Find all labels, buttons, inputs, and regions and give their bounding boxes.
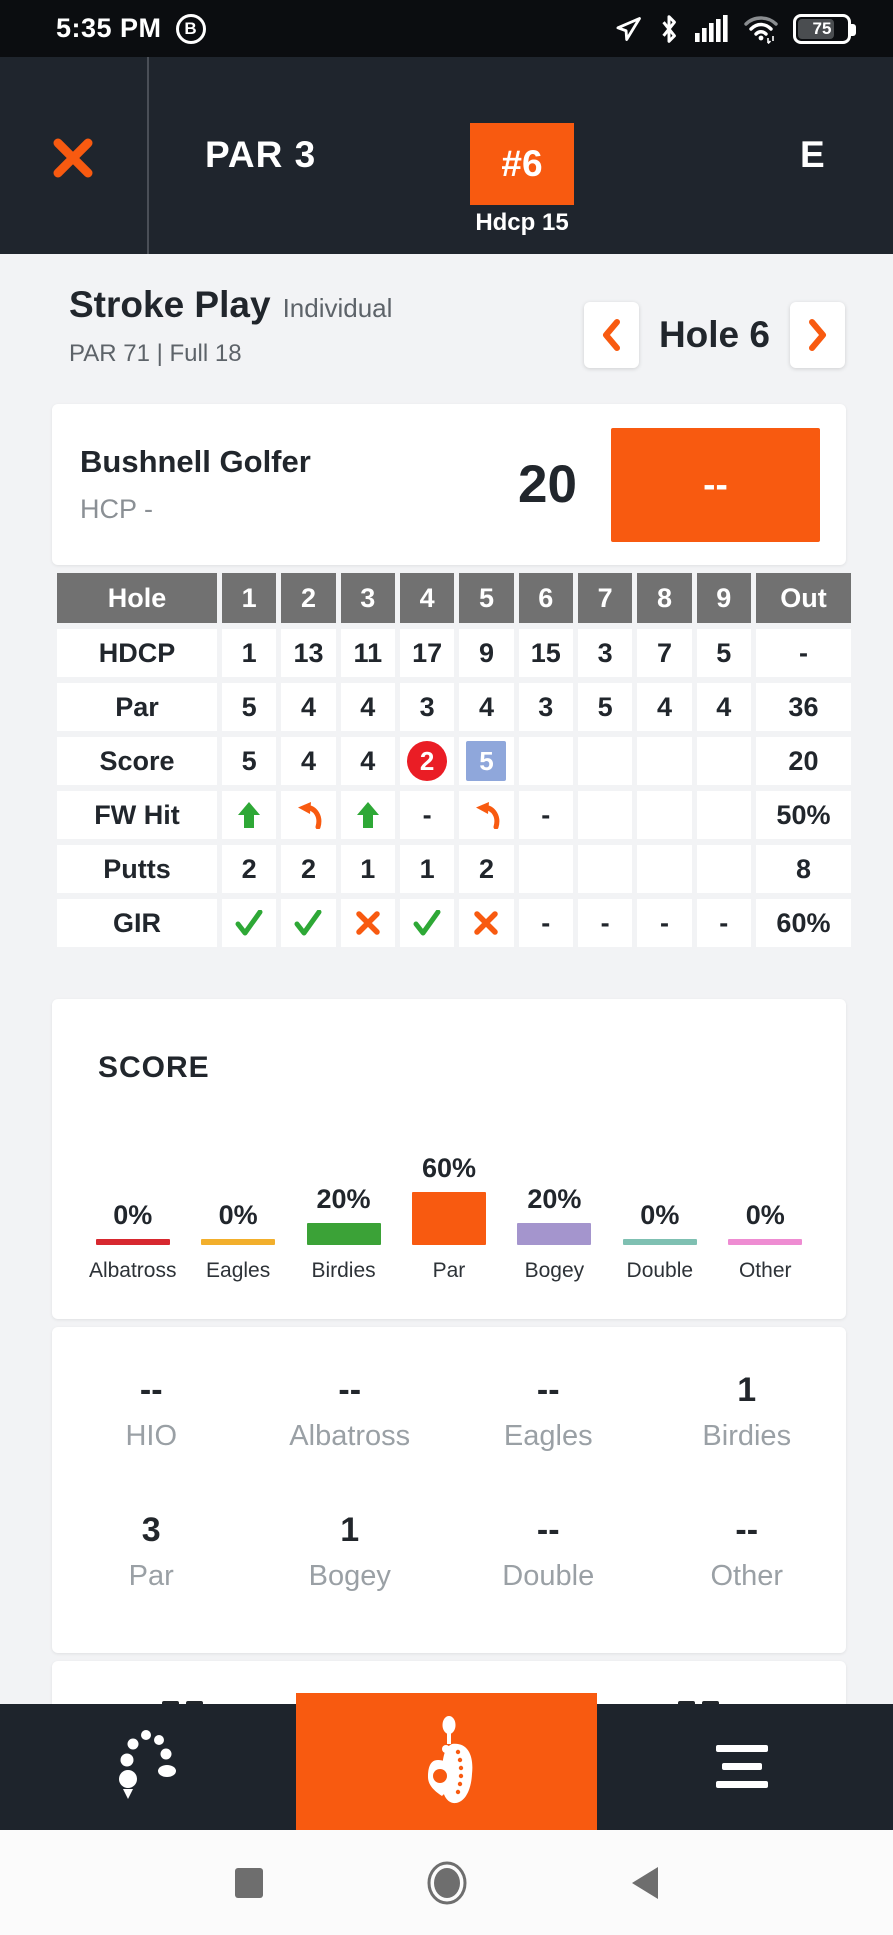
chart-column [713,1125,818,1299]
scorecard-cell: 3 [578,629,632,677]
scorecard-cell: 4 [459,683,513,731]
stat-value: -- [536,1371,560,1409]
chart-bar [517,1223,591,1245]
chart-value-label: 0% [113,1200,153,1230]
scorecard-cell: 2 [459,845,513,893]
scorecard-out-cell: 8 [756,845,851,893]
scorecard-cell [459,737,513,785]
chart-column [80,1125,185,1299]
stat-item [449,1371,648,1453]
game-type-subtitle: Individual [282,293,393,323]
chart-title: SCORE [98,1051,210,1084]
scorecard-header-cell: Hole [57,573,217,623]
chart-column [502,1125,607,1299]
scorecard-cell: 4 [281,683,335,731]
chart-column [607,1125,712,1299]
chevron-right-icon [808,319,828,351]
stat-label: Albatross [289,1420,411,1452]
player-name: Bushnell Golfer [80,444,311,479]
chart-bar [96,1239,170,1245]
fairway-hit-arrow-up-icon [356,801,380,829]
scorecard-table [57,573,851,947]
chart-category-label: Double [626,1259,694,1282]
scorecard-out-cell: 36 [756,683,851,731]
stat-value: -- [338,1371,362,1409]
current-hole-label: Hole 6 [658,314,770,355]
chart-column [396,1125,501,1299]
stat-item [52,1511,251,1593]
scorecard-row [57,791,851,839]
stat-label: Bogey [308,1560,391,1592]
stat-value: 3 [141,1511,161,1549]
gir-hit-check-icon [294,910,322,936]
scorecard-row [57,845,851,893]
menu-icon [716,1745,772,1789]
chart-value-label: 20% [527,1184,582,1214]
scorecard-cell [459,899,513,947]
scorecard-cell [637,737,691,785]
scorecard-cell [341,899,395,947]
scorecard-header-cell: 9 [697,573,751,623]
stat-label: Double [502,1560,595,1592]
back-triangle-icon [630,1866,660,1900]
main-content [0,254,893,1721]
chart-bar [412,1192,486,1245]
hole-number-badge: #6 [470,123,574,205]
scorecard-cell: 4 [281,737,335,785]
chart-value-label: 60% [421,1153,476,1183]
scorecard-cell: 9 [459,629,513,677]
chart-category-label: Birdies [311,1259,376,1282]
close-button[interactable] [50,135,96,181]
hole-view-icon [416,1716,478,1808]
scorecard-out-cell: 50% [756,791,851,839]
stat-item [648,1511,847,1593]
stat-item [52,1371,251,1453]
app-header [0,57,893,254]
scorecard-row [57,629,851,677]
scorecard-cell: 15 [519,629,573,677]
status-bar [0,0,893,57]
chart-category-label: Bogey [524,1259,585,1282]
scorecard-cell [400,899,454,947]
hole-navigation [584,302,845,368]
score-square-badge: 5 [466,741,506,781]
scorecard-cell: - [697,899,751,947]
stat-item [648,1371,847,1453]
chart-category-label: Eagles [206,1259,271,1282]
gir-miss-cross-icon [356,911,380,935]
fairway-miss-left-arrow-icon [294,801,322,829]
stat-item [251,1371,450,1453]
scorecard-row-label: FW Hit [57,791,217,839]
nav-item-hole-view-active[interactable] [296,1693,597,1830]
scorecard-row [57,737,851,785]
scorecard-row-label: HDCP [57,629,217,677]
player-handicap: HCP - [80,494,154,524]
recents-button[interactable] [226,1860,272,1906]
notification-b-icon: B [176,14,206,44]
player-card [52,404,846,565]
battery-icon [793,14,851,44]
scorecard-cell: 4 [341,737,395,785]
score-circle-badge: 2 [407,741,447,781]
gir-hit-check-icon [235,910,263,936]
scorecard-cell: 17 [400,629,454,677]
score-chart-card [52,999,846,1319]
scorecard-cell: 5 [222,737,276,785]
stat-value: -- [536,1511,560,1549]
stat-item [449,1511,648,1593]
header-divider [147,57,149,254]
chart-bar [307,1223,381,1245]
scorecard-cell: 11 [341,629,395,677]
player-total-score: 20 [518,455,577,514]
scorecard-cell [637,791,691,839]
scorecard-cell: 4 [637,683,691,731]
scorecard-cell: 4 [341,683,395,731]
stat-label: Par [128,1560,174,1592]
round-stats-card [52,1327,846,1653]
score-to-par: E [800,134,825,175]
bluetooth-icon [658,14,680,44]
chart-value-label: 20% [316,1184,371,1214]
hole-par-label: PAR 3 [205,134,317,175]
stat-value: 1 [340,1511,360,1549]
scorecard-cell [459,791,513,839]
scorecard-cell: 2 [281,845,335,893]
scorecard-header-cell: 5 [459,573,513,623]
scorecard-cell: 2 [222,845,276,893]
scorecard-header-cell: 6 [519,573,573,623]
back-button[interactable] [622,1860,668,1906]
next-hole-button[interactable] [790,302,845,368]
stat-label: Eagles [503,1420,593,1452]
scorecard-cell [341,791,395,839]
scorecard-row-label: GIR [57,899,217,947]
stat-value: -- [139,1371,163,1409]
chart-value-label: 0% [640,1200,680,1230]
clock: 5:35 PM [56,13,162,43]
scorecard-cell: 5 [222,683,276,731]
scorecard-cell: - [400,791,454,839]
round-header [0,254,893,368]
chart-category-label: Albatross [88,1259,177,1282]
scorecard-cell [697,737,751,785]
scorecard-out-cell: 20 [756,737,851,785]
scorecard-row-label: Putts [57,845,217,893]
scorecard-cell [222,899,276,947]
stat-item [251,1511,450,1593]
scorecard-cell [400,737,454,785]
scorecard-header-cell: 7 [578,573,632,623]
stat-label: Birdies [702,1420,792,1452]
scorecard-cell [222,791,276,839]
chart-value-label: 0% [218,1200,258,1230]
scorecard-cell: 7 [637,629,691,677]
fairway-miss-left-arrow-icon [472,801,500,829]
stat-value: 1 [737,1371,757,1409]
scorecard-cell: - [519,791,573,839]
nav-item-menu[interactable] [595,1704,893,1830]
location-icon [615,15,643,43]
chart-bar [623,1239,697,1245]
scorecard-row [57,899,851,947]
nav-item-shot-tracking[interactable] [0,1704,298,1830]
chart-bar [201,1239,275,1245]
scorecard-cell [578,791,632,839]
scorecard-row-label: Par [57,683,217,731]
scorecard-cell [697,845,751,893]
scorecard-cell: - [578,899,632,947]
recents-square-icon [234,1867,264,1899]
chart-category-label: Other [738,1259,792,1282]
scorecard-out-cell: 60% [756,899,851,947]
scorecard-cell: 1 [341,845,395,893]
scorecard-cell: 5 [697,629,751,677]
scorecard-header-cell: 4 [400,573,454,623]
home-circle-icon [426,1861,468,1905]
gir-hit-check-icon [413,910,441,936]
chart-category-label: Par [432,1259,466,1282]
course-info: PAR 71 | Full 18 [69,340,242,367]
android-nav-bar [0,1830,893,1935]
scorecard-cell [281,791,335,839]
stat-label: HIO [125,1420,178,1452]
scorecard-row [57,683,851,731]
scorecard-cell [281,899,335,947]
scorecard-out-cell: - [756,629,851,677]
battery-percent: 75 [812,18,832,38]
chart-column [291,1125,396,1299]
stat-label: Other [710,1560,784,1592]
scorecard-cell [578,737,632,785]
scorecard-cell: - [637,899,691,947]
scorecard-cell [578,845,632,893]
scorecard-cell: 4 [697,683,751,731]
scorecard-cell [519,737,573,785]
stat-value: -- [735,1511,759,1549]
scorecard-row-label: Score [57,737,217,785]
gir-miss-cross-icon [474,911,498,935]
scorecard-cell: 3 [400,683,454,731]
scorecard-header-cell: 2 [281,573,335,623]
scorecard-header-cell: 1 [222,573,276,623]
shot-trace-icon [114,1727,184,1807]
fairway-hit-arrow-up-icon [237,801,261,829]
scorecard-cell [697,791,751,839]
signal-icon [695,15,729,43]
scorecard-cell [637,845,691,893]
scorecard-cell: - [519,899,573,947]
scorecard-cell [519,845,573,893]
chart-column [185,1125,290,1299]
score-distribution-chart [80,1125,818,1299]
chevron-left-icon [601,319,621,351]
game-type-title: Stroke Play [69,284,271,325]
scorecard-cell: 1 [400,845,454,893]
chart-value-label: 0% [745,1200,785,1230]
score-entry-button[interactable]: -- [611,428,820,542]
chart-bar [728,1239,802,1245]
home-button[interactable] [424,1860,470,1906]
scorecard-header-cell: Out [756,573,851,623]
scorecard-header-cell: 8 [637,573,691,623]
scorecard-cell: 3 [519,683,573,731]
previous-hole-button[interactable] [584,302,639,368]
wifi-icon [744,14,778,44]
scorecard-cell: 5 [578,683,632,731]
scorecard-cell: 13 [281,629,335,677]
scorecard-cell: 1 [222,629,276,677]
scorecard-header-row [57,573,851,623]
hole-hdcp-label: Hdcp 15 [475,209,569,236]
scorecard-header-cell: 3 [341,573,395,623]
